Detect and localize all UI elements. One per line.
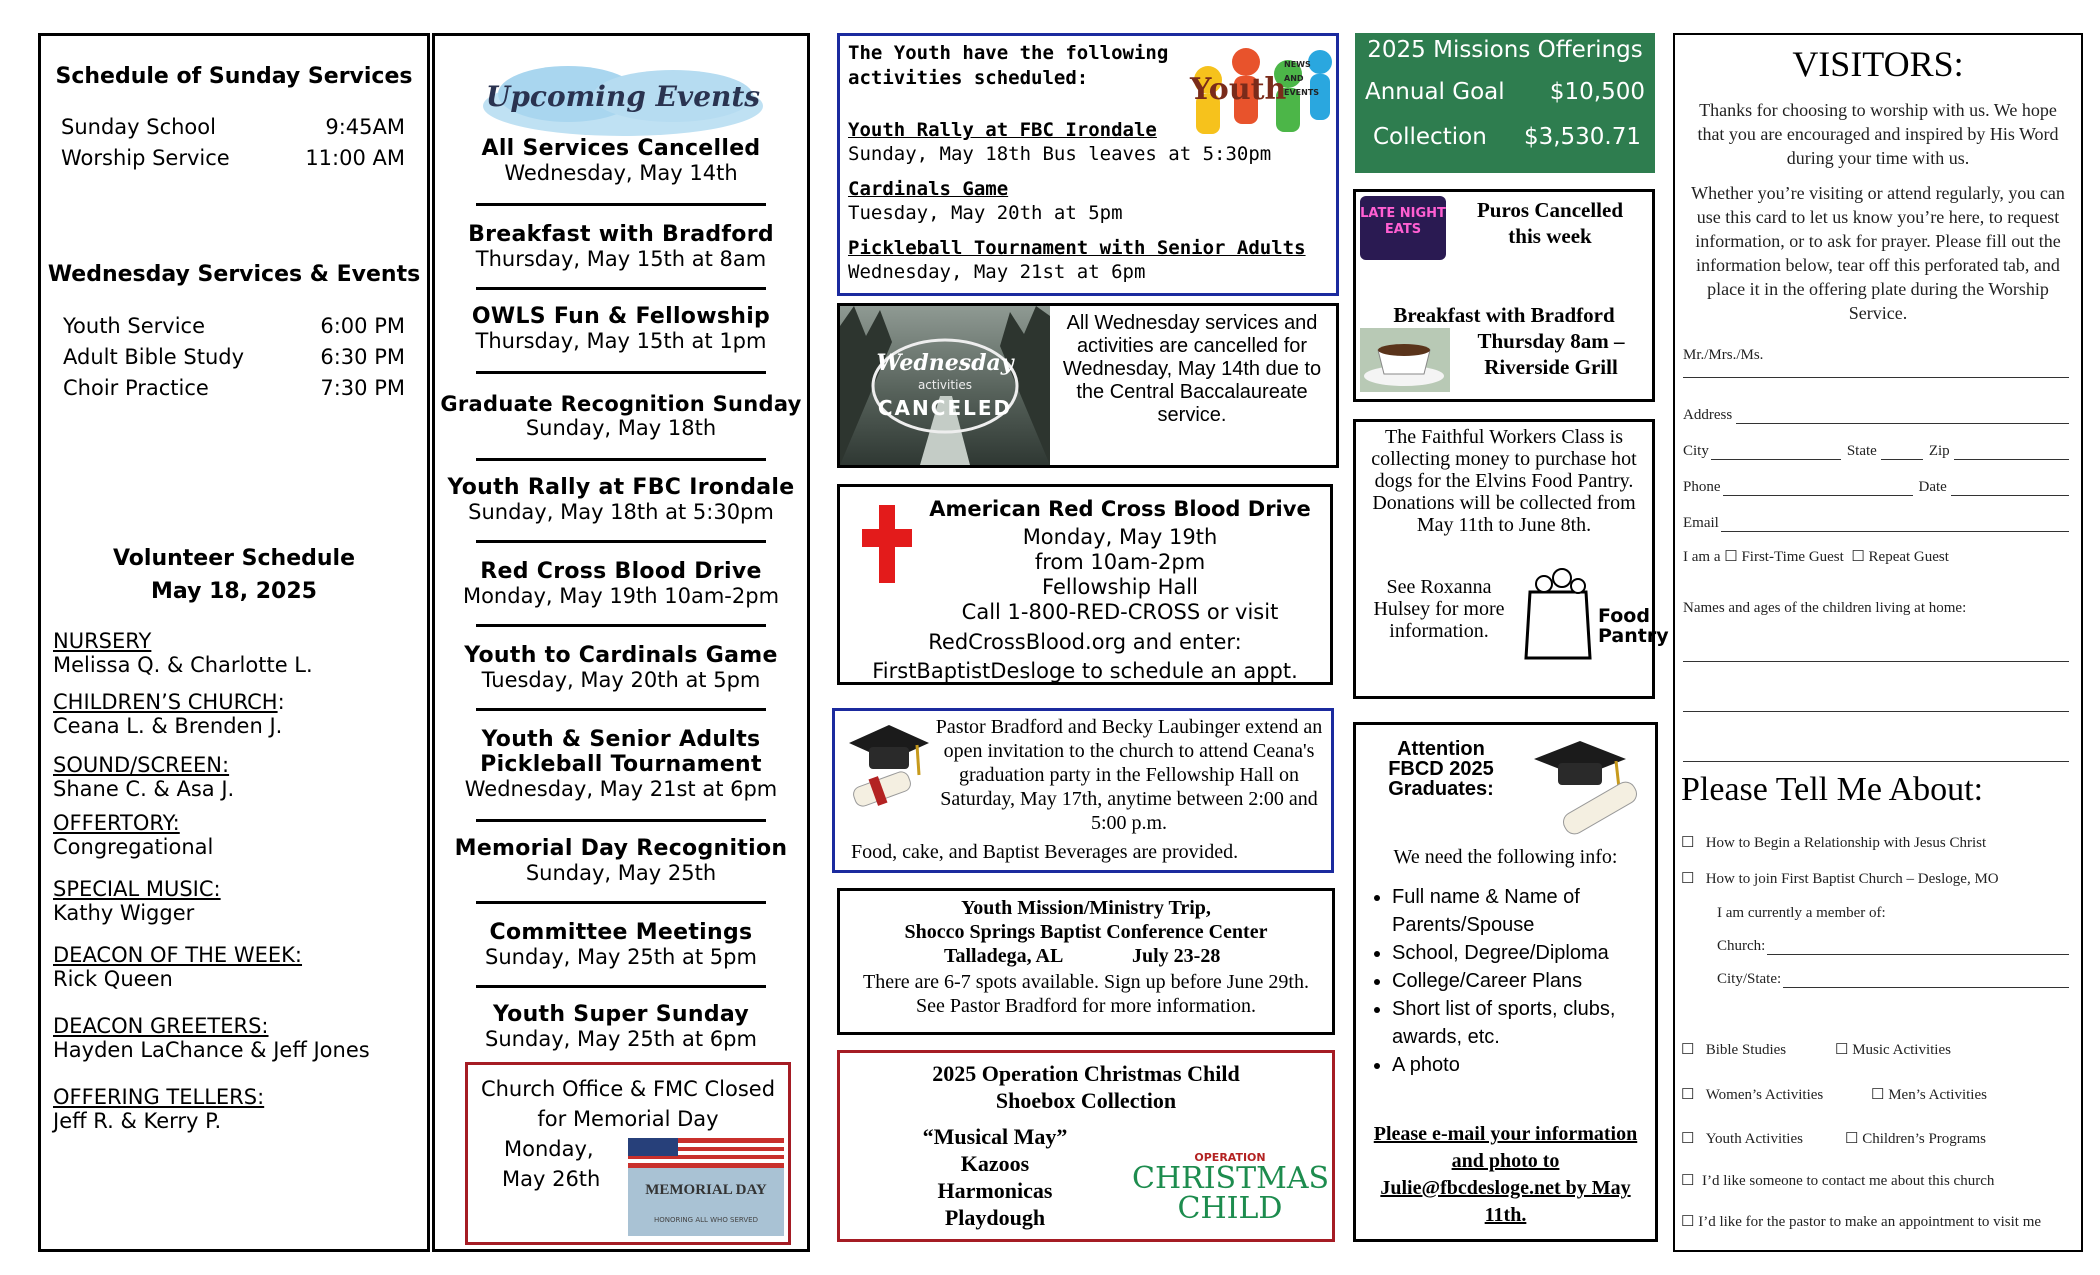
event-item: Youth Rally at FBC Irondale Sunday, May 18th at 5:30pm — [447, 475, 795, 524]
attention-title: Attention FBCD 2025 Graduates: — [1388, 738, 1494, 800]
event-item: All Services Cancelled Wednesday, May 14th — [481, 136, 761, 185]
volunteer-role: DEACON OF THE WEEK: Rick Queen — [53, 943, 303, 991]
flag-icon — [628, 1138, 784, 1168]
event-item: Committee Meetings Sunday, May 25th at 5pm — [485, 920, 757, 969]
volunteer-role: OFFERING TELLERS: Jeff R. & Kerry P. — [53, 1085, 265, 1133]
list-item: • Full name & Name of Parents/Spouse — [1392, 883, 1649, 939]
schedule-panel — [38, 33, 430, 1252]
option-row[interactable]: ☐ Men’s Activities — [1871, 1087, 1987, 1103]
mission-trip-box: Youth Mission/Ministry Trip, Shocco Springs Baptist Conference Center Talladega, AL July 23-28 There are 6-7 spots available. Sign up before June 29th. See Pastor Bradford for more information. — [837, 888, 1335, 1035]
repeat-guest-checkbox[interactable]: ☐ — [1851, 549, 1865, 565]
visitors-title: VISITORS: — [1792, 44, 1964, 84]
red-cross-icon — [862, 505, 912, 583]
late-night-eats-logo: LATE NIGHT EATS — [1360, 196, 1446, 260]
guest-type-row: I am a ☐ First-Time Guest ☐ Repeat Guest — [1683, 549, 1949, 565]
option-row[interactable]: ☐ How to join First Baptist Church – Desloge, MO — [1681, 871, 1999, 887]
food-pantry-logo: Food Pantry — [1520, 562, 1650, 662]
checkbox[interactable]: ☐ — [1681, 1042, 1695, 1058]
list-item: • A photo — [1392, 1051, 1649, 1079]
checkbox[interactable]: ☐ — [1845, 1131, 1859, 1147]
attention-list — [1392, 883, 1649, 1079]
occ-logo: OPERATION CHRISTMAS CHILD — [1132, 1151, 1330, 1226]
checkbox[interactable]: ☐ — [1871, 1087, 1885, 1103]
event-item: Red Cross Blood Drive Monday, May 19th 10am-2pm — [462, 559, 780, 608]
event-item: Youth & Senior Adults Pickleball Tournament Wednesday, May 21st at 6pm — [464, 727, 778, 801]
attention-graduates-box: Attention FBCD 2025 Graduates: We need the following info: • Full name & Name of Parents/Spouse • School, Degree/Diploma • College/Career Plans • Short list of sports, clubs, awards, etc. • A photo Please e-mail your information and photo to Julie@fbcdesloge.net by May 11th. — [1353, 722, 1658, 1242]
service-row: Youth Service 6:00 PM — [63, 314, 405, 338]
event-item: Youth to Cardinals Game Tuesday, May 20th at 5pm — [464, 643, 778, 692]
graduation-cap-icon — [845, 717, 929, 817]
option-row[interactable]: ☐ I’d like for the pastor to make an appointment to visit me — [1681, 1214, 2042, 1230]
wednesday-canceled-image: Wednesday activities CANCELED — [840, 306, 1050, 465]
wednesday-cancel-text: All Wednesday services and activities are cancelled for Wednesday, May 14th due to the Central Baccalaureate service. — [1062, 312, 1322, 426]
upcoming-events-panel — [432, 33, 810, 1252]
wednesday-list — [63, 311, 405, 404]
city-state-member-field[interactable]: City/State: — [1717, 971, 2069, 988]
option-row[interactable]: ☐ Women’s Activities — [1681, 1087, 1824, 1103]
divider — [476, 287, 766, 290]
puros-box: LATE NIGHT EATS Puros Cancelled this week Breakfast with Bradford Thursday 8am – Riverside Grill — [1353, 189, 1655, 402]
coffee-cup-icon — [1360, 328, 1450, 392]
volunteer-role: CHILDREN’S CHURCH: Ceana L. & Brenden J. — [53, 690, 285, 738]
red-cross-box: American Red Cross Blood Drive Monday, May 19th from 10am-2pm Fellowship Hall Call 1-800-RED-CROSS or visit RedCrossBlood.org and enter: FirstBaptistDesloge to schedule an appt. — [837, 484, 1333, 685]
volunteer-title: Volunteer Schedule — [112, 546, 355, 571]
volunteer-role: SPECIAL MUSIC: Kathy Wigger — [53, 877, 221, 925]
grocery-bag-icon — [1520, 562, 1596, 662]
wednesday-title: Wednesday Services & Events — [47, 262, 421, 287]
memorial-day-image: MEMORIAL DAY HONORING ALL WHO SERVED — [628, 1138, 784, 1236]
option-row[interactable]: ☐ Music Activities — [1835, 1042, 1951, 1058]
option-row[interactable]: ☐ Children’s Programs — [1845, 1131, 1986, 1147]
graduation-party-box: Pastor Bradford and Becky Laubinger extend an open invitation to the church to attend Ceana's graduation party in the Fellowship Hall on Saturday, May 17th, anytime between 2:00 and 5:00 p.m. Food, cake, and Baptist Beverages are provided. — [832, 708, 1334, 873]
first-time-checkbox[interactable]: ☐ — [1724, 549, 1738, 565]
checkbox[interactable]: ☐ — [1681, 1131, 1695, 1147]
children-line[interactable] — [1683, 711, 2069, 712]
event-list — [435, 136, 807, 1051]
divider — [476, 708, 766, 711]
service-row: Choir Practice 7:30 PM — [63, 376, 405, 400]
volunteer-role: SOUND/SCREEN: Shane C. & Asa J. — [53, 753, 235, 801]
event-item: Breakfast with Bradford Thursday, May 15th at 8am — [468, 222, 774, 271]
event-item: Youth Super Sunday Sunday, May 25th at 6pm — [485, 1002, 757, 1051]
service-row: Sunday School 9:45AM — [61, 115, 405, 139]
divider — [476, 901, 766, 904]
event-item: Memorial Day Recognition Sunday, May 25th — [454, 836, 788, 885]
office-closed-box: Church Office & FMC Closed for Memorial Day Monday, May 26th MEMORIAL DAY HONORING ALL WHO SERVED — [465, 1062, 791, 1245]
banner-text: Upcoming Events — [485, 80, 761, 113]
divider — [476, 371, 766, 374]
wednesday-cancel-box — [837, 303, 1339, 468]
faithful-workers-box: The Faithful Workers Class is collecting money to purchase hot dogs for the Elvins Food Pantry. Donations will be collected from May 11th to June 8th. See Roxanna Hulsey for more information. Food Pantry — [1353, 419, 1655, 699]
sunday-title: Schedule of Sunday Services — [55, 64, 413, 89]
volunteer-role: NURSERY Melissa Q. & Charlotte L. — [53, 629, 313, 677]
youth-logo: Youth NEWS AND EVENTS — [1188, 40, 1336, 138]
option-row[interactable]: ☐ Youth Activities — [1681, 1131, 1803, 1147]
checkbox[interactable]: ☐ — [1681, 1173, 1695, 1189]
church-field[interactable]: Church: — [1717, 938, 2069, 955]
missions-offerings-box: 2025 Missions Offerings Annual Goal $10,500 Collection $3,530.71 — [1355, 33, 1655, 173]
occ-items: “Musical May” Kazoos Harmonicas Playdough — [922, 1124, 1068, 1230]
volunteer-date: May 18, 2025 — [151, 579, 317, 604]
divider — [476, 540, 766, 543]
phone-date-field[interactable]: Phone Date — [1683, 479, 2069, 496]
tell-me-title: Please Tell Me About: — [1681, 771, 1984, 808]
checkbox[interactable]: ☐ — [1681, 871, 1695, 887]
visitor-card: VISITORS: Thanks for choosing to worship with us. We hope that you are encouraged and inspired by His Word during your time with us. Whether you’re visiting or attend regularly, you can use this card to let us know you’re here, to request information, or to ask for prayer. Please fill out the information below, tear off this perforated tab, and place it in the offering plate during the Worship Service. Mr./Mrs./Ms. Address City State Zip Phone Date Email I am a ☐ First-Time Guest ☐ Repeat Guest Names and ages of the children living at home: Please Tell Me About: ☐ How to Begin a Relationship with Jesus Christ ☐ How to join First Baptist Church – Desloge, MO I am currently a member of: Church: City/State: ☐ Bible Studies ☐ Music Activities ☐ Women’s Activities ☐ Men’s Activities ☐ Youth Activities ☐ Children’s Programs ☐ I’d like someone to contact me about this church ☐ I’d like for the pastor to make an appointment to visit me — [1673, 33, 2083, 1252]
event-item: Graduate Recognition Sunday Sunday, May 18th — [440, 392, 802, 440]
email-field[interactable]: Email — [1683, 515, 2069, 532]
divider — [476, 624, 766, 627]
checkbox[interactable]: ☐ — [1681, 1214, 1695, 1230]
checkbox[interactable]: ☐ — [1681, 1087, 1695, 1103]
graduation-cap-diploma-icon — [1530, 735, 1648, 835]
volunteer-role: OFFERTORY: Congregational — [53, 811, 214, 859]
option-row[interactable]: ☐ Bible Studies — [1681, 1042, 1787, 1058]
youth-activities-box: The Youth have the following activities scheduled: Youth NEWS AND EVENTS Youth Rally at FBC Irondale Sunday, May 18th Bus leaves at 5:30pm Cardinals Game Tuesday, May 20th at 5pm Pickleball Tournament with Senior Adults Wednesday, May 21st at 6pm — [837, 33, 1339, 296]
divider — [476, 985, 766, 988]
volunteer-role: DEACON GREETERS: Hayden LaChance & Jeff Jones — [53, 1014, 370, 1062]
divider — [476, 819, 766, 822]
checkbox[interactable]: ☐ — [1835, 1042, 1849, 1058]
address-field[interactable]: Address — [1683, 407, 2069, 424]
sunday-list — [61, 112, 405, 174]
list-item: • Short list of sports, clubs, awards, etc. — [1392, 995, 1649, 1051]
operation-christmas-child-box: 2025 Operation Christmas Child Shoebox Collection “Musical May” Kazoos Harmonicas Playdough OPERATION CHRISTMAS CHILD — [837, 1050, 1335, 1242]
option-row[interactable]: ☐ I’d like someone to contact me about this church — [1681, 1173, 1995, 1189]
list-item: • School, Degree/Diploma — [1392, 939, 1649, 967]
name-field[interactable]: Mr./Mrs./Ms. — [1683, 347, 2069, 378]
checkbox[interactable]: ☐ — [1681, 835, 1695, 851]
service-row: Adult Bible Study 6:30 PM — [63, 345, 405, 369]
divider — [476, 203, 766, 206]
city-state-zip-field[interactable]: City State Zip — [1683, 443, 2069, 460]
option-row[interactable]: ☐ How to Begin a Relationship with Jesus Christ — [1681, 835, 1987, 851]
children-line[interactable] — [1683, 661, 2069, 662]
list-item: • College/Career Plans — [1392, 967, 1649, 995]
service-row: Worship Service 11:00 AM — [61, 146, 405, 170]
divider — [476, 458, 766, 461]
event-item: OWLS Fun & Fellowship Thursday, May 15th at 1pm — [471, 304, 771, 353]
children-line[interactable] — [1683, 761, 2069, 762]
email-instructions: Please e-mail your information and photo to Julie@fbcdesloge.net by May 11th. — [1373, 1123, 1638, 1226]
